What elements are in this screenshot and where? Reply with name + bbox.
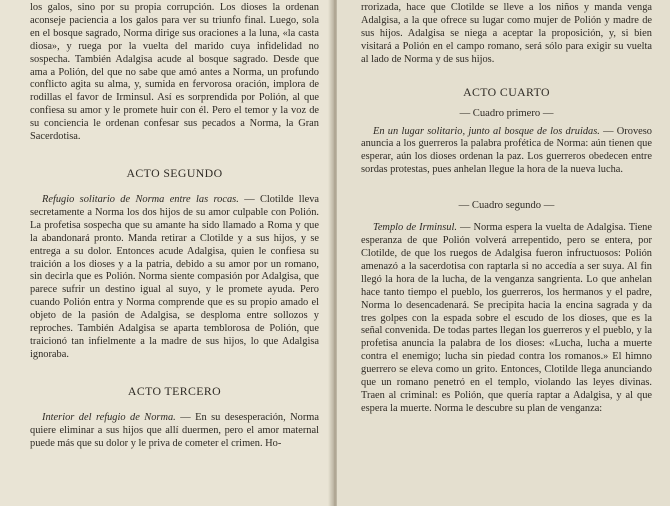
act3-paragraph <box>30 412 319 451</box>
act2-heading: ACTO SEGUNDO <box>126 165 223 180</box>
scene2-heading: — Cuadro segundo — <box>458 200 555 212</box>
act4-heading: ACTO CUARTO <box>463 84 550 99</box>
scene1-text: — Oroveso anuncia a los guerreros la palabra profética de Norma: aún tienen que esperar, aún los dioses ordenan la paz. Los guerreros obedecen entre sordas protestas, pues anhelan llegue la hora de la nueva lucha. <box>361 125 652 176</box>
scene2-text: — Norma espera la vuelta de Adalgisa. Tiene esperanza de que Polión volverá arrepentido, pero se entera, por Clotilde, de que los ruegos de Adalgisa fueron infructuosos: Polión amenazó a la sacerdotisa con raptarla si no accedía a ser suya. Al fin llegó la hora de la lucha, de la venganza sangrienta. Lo que anhelan hace tanto tiempo el pueblo, los guerreros, los hermanos y el padre, Norma lo desencadenará. Se precipita hacia la encina sagrada y da tres golpes con la espada sobre el escudo de los dioses, que es la señal convenida. De todas partes llegan los guerreros y el pueblo, y la profetisa anuncia la palabra de los dioses: «Lucha, lucha a muerte contra el enemigo; lucha sin piedad contra los romanos.» El himno guerrero se eleva como un grito. Entonces, Clotilde llega anunciando que un romano penetró en el templo, violando las leyes divinas. Traen al criminal: es Polión, que quería raptar a Adalgisa, y al que espera la muerte. Norma le descubre su plan de venganza: <box>361 222 652 414</box>
act3-text: — En su desesperación, Norma quiere eliminar a sus hijos que allí duermen, pero el amor maternal puede más que su dolor y le priva de cometer el crimen. Ho- <box>30 411 319 449</box>
act3-place: Interior del refugio de Norma. <box>42 411 176 423</box>
act2-paragraph <box>30 194 319 362</box>
act2-text: — Clotilde lleva secretamente a Norma los dos hijos de su amor culpable con Polión. La profetisa sospecha que su amante ha sido llamado a Roma y que la abandonará pronto. Manda retirar a Clotilde y a sus hijos, y se entrega a su dolor. Entonces acude Adalgisa, quien le confiesa su traición a los dioses y a la patria, debido a su amor por un romano, sin decirla que es Polión. Norma siente compasión por Adalgisa, que parece sufrir un destino igual al suyo, y le promete ayuda. Pero cuando Polión entra y Norma comprende que es su propio amado el objeto de la pasión de Adalgisa, se desploma entre sollozos y reproches. También Adalgisa se aparta temblorosa de Polión, que traicionó tan infielmente a la madre de sus hijos, lo que Adalgisa ignoraba. <box>30 193 319 360</box>
scene2-paragraph <box>361 222 652 416</box>
scene1-paragraph <box>361 126 652 178</box>
act2-place: Refugio solitario de Norma entre las rocas. <box>42 193 239 205</box>
scene1-heading: — Cuadro primero — <box>459 107 554 119</box>
act1-continuation-paragraph: los galos, sino por su propia corrupción. Los dioses la ordenan aconseje paciencia a los galos para ver su triunfo final. Luego, sola en el bosque sagrado, Norma dirige sus oraciones a la luna, «la casta diosa», y ruega por la vuelta del marido cuya infidelidad no sospecha. También Adalgisa acude al bosque sagrado. Desde que ama a Polión, del que no sabe que amó antes a Norma, un profundo conflicto agita su alma, y, sumida en fervorosa oración, implora de rodillas el favor de Irminsul. Así es sorprendida por Polión, al que confiesa su amor y le promete huir con él. Pero el temor y la voz de su conciencia le ordenan confesar sus pecados a Norma, la Gran Sacerdotisa. <box>30 2 319 143</box>
left-page <box>0 0 333 506</box>
right-page <box>337 0 670 506</box>
scene2-place: Templo de Irminsul. <box>373 222 457 234</box>
scene1-place: En un lugar solitario, junto al bosque de los druidas. <box>373 125 600 137</box>
act3-continuation-paragraph: rrorizada, hace que Clotilde se lleve a los niños y manda venga Adalgisa, a la que ofrece su lugar como mujer de Polión y madre de sus hijos. Adalgisa se niega a aceptar la proposición, y, si bien visitará a Polión en el campo romano, será sólo para exigir su vuelta al lado de Norma y de sus hijos. <box>361 2 652 65</box>
act3-heading: ACTO TERCERO <box>127 383 222 398</box>
